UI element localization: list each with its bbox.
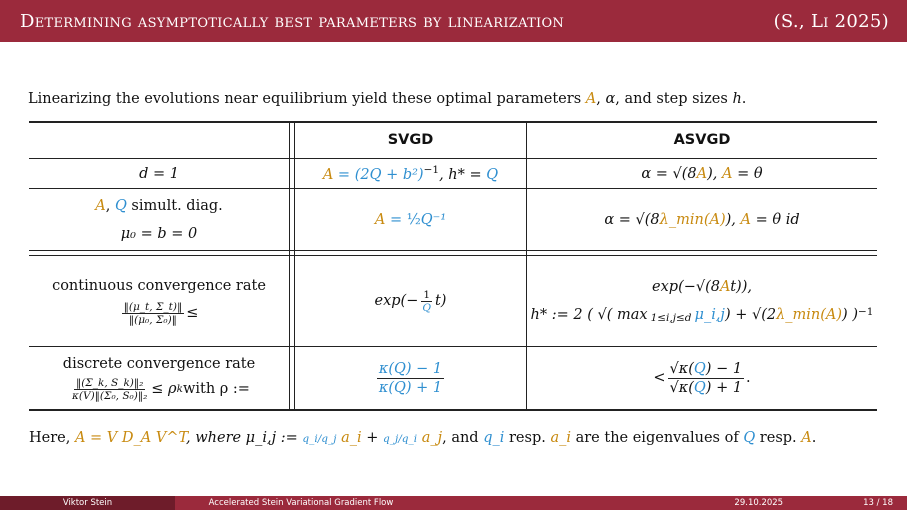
disc-asvgd-pre: < [653,370,666,386]
disc-asvgd-post: . [746,370,751,386]
outro-Q: Q [743,430,756,446]
continuous-sub-num: ‖(μ_t, Σ_t)‖ [123,300,183,313]
cell-diag-asvgd [527,189,877,250]
outro-p7: . [811,430,817,446]
intro-param-h: h [732,91,742,107]
diag-svgd-eq: = [385,211,407,228]
diag-svgd-A: A [374,211,386,228]
disc-asvgd-den-Q: Q [693,379,706,396]
cont-asvgd-l2-exp: −1 [857,306,874,318]
outro-qj-frac: q_j/q_i [383,433,418,445]
cell-continuous-svgd [295,256,526,346]
table-rule-bottom [29,409,877,411]
cont-svgd-num: 1 [423,288,431,301]
col-header-asvgd: ASVGD [673,132,731,148]
d1-svgd-A: A [322,166,334,183]
row-label-discrete [29,347,289,409]
cont-asvgd-l1-post: t)), [730,279,752,295]
intro-prefix: Linearizing the evolutions near equilibrium yield these optimal parameters [28,91,586,107]
continuous-sub-den: ‖(μ₀, Σ₀)‖ [128,313,177,326]
footer-date: 29.10.2025 [734,498,784,508]
outro-p6: resp. [755,430,802,446]
d1-asvgd-post: = θ [732,165,763,182]
footer-talk-title: Accelerated Stein Variational Gradient Flow [175,496,427,510]
outro-plus: + [361,430,383,446]
outro-text [29,428,889,448]
cont-svgd-post: t) [434,293,447,309]
d1-asvgd-A2: A [722,165,733,182]
outro-p1: Here, [29,430,75,446]
outro-aj: a_j [417,430,443,446]
disc-svgd-den: κ(Q) + 1 [378,379,443,396]
outro-qi-frac: q_i/q_j [302,433,337,445]
d1-asvgd-pre: α = √(8 [641,165,697,182]
discrete-sub-exp: k [176,383,183,395]
slide-citation: (S., Li 2025) [773,10,889,32]
cont-asvgd-l1-pre: exp(−√(8 [652,279,720,295]
outro-eq: A = V D_A V^T [74,430,187,446]
d1-svgd-Q: Q [486,166,499,183]
disc-asvgd-den-pre: √κ( [669,379,694,396]
intro-middle: , and step sizes [615,91,733,107]
slide-footer [0,496,907,510]
row-label-diag [29,189,289,250]
cell-discrete-svgd [295,347,526,409]
diag-svgd-half: ½ [406,211,421,228]
continuous-label: continuous convergence rate [52,277,266,294]
row-label-d1: d = 1 [139,165,179,182]
cell-continuous-asvgd [527,256,877,346]
disc-asvgd-den-post: ) + 1 [705,379,743,396]
col-header-svgd: SVGD [387,132,434,148]
row-label-continuous [29,256,289,346]
outro-A: A [801,430,812,446]
discrete-sub-den: κ(V)‖(Σ₀, S₀)‖₂ [72,389,148,402]
intro-param-alpha: α [605,91,616,107]
cell-diag-svgd [295,189,526,250]
d1-asvgd-A: A [696,165,708,182]
cont-asvgd-l2-lambda: λ_min(A) [776,307,843,323]
table-vrule-a [289,121,290,410]
discrete-label: discrete convergence rate [62,355,256,372]
cont-asvgd-l2-pre: h* := 2 ( √( max [530,307,648,323]
outro-p5: are the eigenvalues of [571,430,744,446]
d1-svgd-exp: −1 [423,163,440,176]
diag-label-post: simult. diag. [126,197,223,214]
disc-svgd-num: κ(Q) − 1 [378,360,443,377]
diag-asvgd-pre: α = √(8 [604,211,660,228]
footer-author: Viktor Stein [0,496,175,510]
diag-label-Q: Q [114,197,127,214]
disc-asvgd-num-post: ) − 1 [705,360,743,377]
intro-param-A: A [585,91,597,107]
cont-asvgd-l2-sub: 1≤i,j≤d [650,312,692,324]
diag-asvgd-A: A [740,211,751,228]
diag-asvgd-mid: ), [725,211,741,228]
diag-label-A: A [95,197,106,214]
d1-svgd-sep: , h* = [439,166,487,183]
discrete-sub-post: with ρ := [182,381,250,397]
slide-header [0,0,907,42]
outro-p4: resp. [504,430,551,446]
parameter-table [29,121,877,411]
diag-asvgd-lambda: λ_min(A) [659,211,726,228]
diag-label-line2: μ₀ = b = 0 [120,225,198,242]
footer-right [427,496,907,510]
d1-svgd-expr: = (2Q + b²) [333,166,424,183]
cont-asvgd-l2-plus: ) + √(2 [724,307,777,323]
cont-asvgd-l1-A: A [720,279,731,295]
table-rule-mid-a [29,250,877,251]
cont-svgd-pre: exp(− [374,293,419,309]
discrete-sub-rel: ≤ ρ [151,381,177,397]
intro-comma: , [596,91,606,107]
intro-suffix: . [741,91,747,107]
diag-label-sep: , [105,197,115,214]
footer-page: 13 / 18 [863,498,893,508]
intro-text [28,89,888,109]
cont-asvgd-l2-post: ) ) [842,307,858,323]
diag-svgd-Qinv: Q⁻¹ [420,211,447,228]
slide-title: Determining asymptotically best parameters by linearization [20,10,565,32]
cell-d1-svgd [295,159,526,188]
disc-asvgd-num-pre: √κ( [669,360,694,377]
d1-asvgd-mid: ), [707,165,723,182]
outro-ai: a_i [336,430,362,446]
disc-asvgd-num-Q: Q [693,360,706,377]
cell-discrete-asvgd [527,347,877,409]
continuous-sub-rel: ≤ [186,305,199,321]
cell-d1-asvgd [527,159,877,188]
outro-qi: q_i [483,430,505,446]
diag-asvgd-post: = θ id [750,211,800,228]
cont-svgd-den: Q [422,301,431,314]
discrete-sub-num: ‖(Σ_k, S_k)‖₂ [75,376,144,389]
outro-ai2: a_i [550,430,571,446]
outro-p3: , and [442,430,484,446]
cont-asvgd-l2-mu: μ_i,j [694,307,725,323]
outro-p2: , where μ_i,j := [186,430,303,446]
